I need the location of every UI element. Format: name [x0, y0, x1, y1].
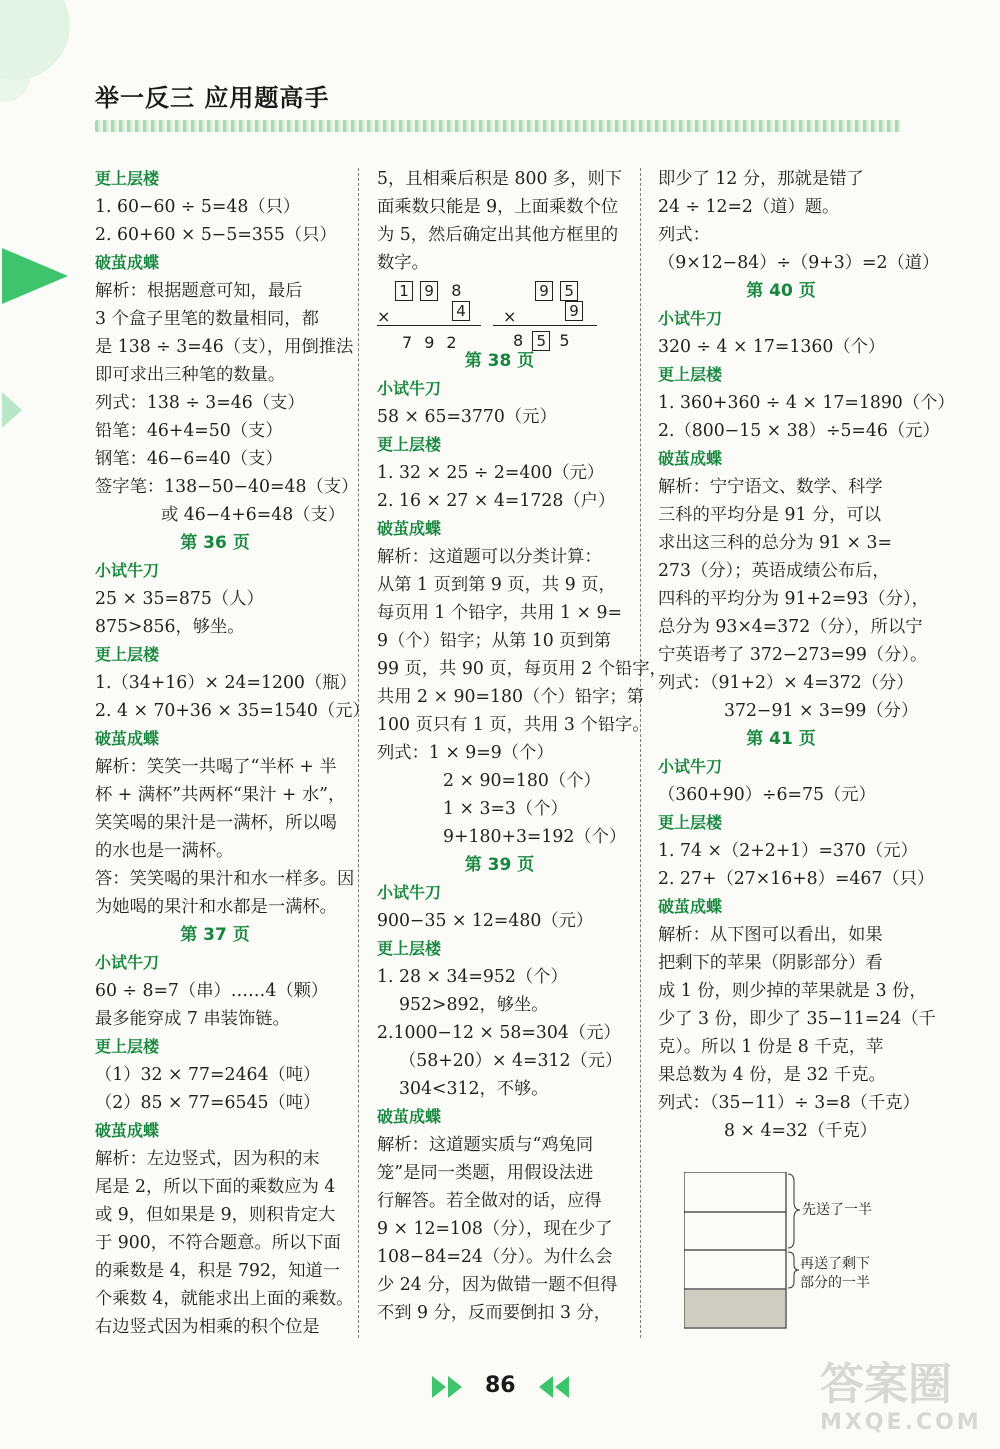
diagram-shaded-part	[685, 1290, 786, 1328]
answer-line: 3 个盒子里笔的数量相同，都	[95, 309, 319, 329]
answer-line: 25 × 35=875（人）	[95, 589, 264, 609]
page-heading: 第 36 页	[180, 533, 250, 553]
answer-line: 60 ÷ 8=7（串）……4（颗）	[95, 981, 329, 1001]
answer-line: 2.（800−15 × 38）÷5=46（元）	[658, 421, 940, 441]
section-heading: 小试牛刀	[377, 379, 442, 398]
calc-digit: 9	[424, 333, 447, 352]
answer-line: 列式：1 × 9=9（个）	[377, 743, 554, 763]
answer-line: 行解答。若全做对的话，应得	[377, 1191, 602, 1211]
column-1	[95, 165, 370, 1341]
answer-line: 或 9，但如果是 9，则积肯定大	[95, 1205, 336, 1225]
answer-line: 1. 60−60 ÷ 5=48（只）	[95, 197, 301, 217]
answer-line: （9×12−84）÷（9+3）=2（道）	[658, 253, 940, 273]
answer-line: 解析：根据题意可知，最后	[95, 281, 303, 301]
answer-line: 304<312，不够。	[399, 1079, 549, 1099]
answer-line: 的水也是一满杯。	[95, 841, 234, 861]
answer-line: 尾是 2，所以下面的乘数应为 4	[95, 1177, 336, 1197]
section-heading: 小试牛刀	[95, 953, 160, 972]
diagram-brace-top	[788, 1174, 800, 1248]
diagram-label-bottom-1: 再送了剩下	[800, 1256, 870, 1272]
answer-line: 1. 74 ×（2+2+1）=370（元）	[658, 841, 918, 861]
green-triangle-decoration	[2, 248, 68, 304]
section-heading: 更上层楼	[377, 939, 442, 958]
answer-line: （58+20）× 4=312（元）	[399, 1051, 623, 1071]
answer-line: 2.1000−12 × 58=304（元）	[377, 1023, 621, 1043]
answer-line: 列式：（91+2）× 4=372（分）	[658, 673, 914, 693]
section-heading: 破茧成蝶	[377, 519, 442, 538]
calc-box: 4	[452, 301, 470, 321]
answer-line: 铅笔：46+4=50（支）	[95, 421, 283, 441]
vertical-multiplication	[377, 277, 622, 352]
column-divider-2	[640, 168, 641, 1338]
header-band	[95, 120, 900, 132]
section-heading: 更上层楼	[658, 813, 723, 832]
watermark-url: MXQE.COM	[820, 1410, 982, 1435]
section-heading: 破茧成蝶	[377, 1107, 442, 1126]
section-heading: 破茧成蝶	[658, 449, 723, 468]
answer-line: 解析：笑笑一共喝了“半杯 + 半	[95, 757, 337, 777]
answer-line: 三科的平均分是 91 分，可以	[658, 505, 882, 525]
answer-line: 少了 3 份，即少了 35−11=24（千	[658, 1009, 936, 1029]
answer-line: 108−84=24（分）。为什么会	[377, 1247, 613, 1267]
answer-line: 不到 9 分，反而要倒扣 3 分，	[377, 1303, 612, 1323]
answer-line: 数字。	[377, 253, 429, 273]
answer-line: 1. 32 × 25 ÷ 2=400（元）	[377, 463, 605, 483]
answer-line: 求出这三科的总分为 91 × 3=	[658, 533, 892, 553]
answer-line: 2. 4 × 70+36 × 35=1540（元）	[95, 701, 370, 721]
answer-line: 9 × 12=108（分），现在少了	[377, 1219, 613, 1239]
answer-line: 900−35 × 12=480（元）	[377, 911, 594, 931]
watermark-text: 答案圈	[820, 1359, 952, 1410]
book-title: 举一反三 应用题高手	[95, 84, 330, 112]
answer-line: 或 46−4+6=48（支）	[161, 505, 346, 525]
answer-line: 为 5，然后确定出其他方框里的	[377, 225, 619, 245]
section-heading: 更上层楼	[95, 645, 160, 664]
page-number: 86	[485, 1373, 516, 1398]
answer-line: 列式：	[658, 225, 710, 245]
double-arrow-right-icon	[448, 1376, 462, 1398]
answer-line: 把剩下的苹果（阴影部分）看	[658, 953, 883, 973]
section-heading: 小试牛刀	[658, 309, 723, 328]
section-heading: 小试牛刀	[95, 561, 160, 580]
answer-line: 1.（34+16）× 24=1200（瓶）	[95, 673, 357, 693]
answer-line: 1. 360+360 ÷ 4 × 17=1890（个）	[658, 393, 955, 413]
answer-line: 99 页，共 90 页，每页用 2 个铅字，	[377, 659, 667, 679]
answer-line: 解析：宁宁语文、数学、科学	[658, 477, 883, 497]
answer-line: 宁英语考了 372−273=99（分）。	[658, 645, 928, 665]
answer-line: 是 138 ÷ 3=46（支），用倒推法	[95, 337, 354, 357]
answer-line: 总分为 93×4=372（分），所以宁	[658, 617, 923, 637]
answer-line: 2. 27+（27×16+8）=467（只）	[658, 869, 935, 889]
calc-box: 5	[560, 281, 578, 301]
answer-line: 右边竖式因为相乘的积个位是	[95, 1317, 320, 1337]
answer-line: 875>856，够坐。	[95, 617, 245, 637]
column-divider-1	[358, 168, 359, 1338]
answer-line: 解析：左边竖式，因为积的末	[95, 1149, 320, 1169]
answer-line: 100 页只有 1 页，共用 3 个铅字。	[377, 715, 650, 735]
answer-line: 372−91 × 3=99（分）	[724, 701, 919, 721]
calc-box: 9	[535, 281, 553, 301]
answer-line: 共用 2 × 90=180（个）铅字；第	[377, 687, 644, 707]
answer-line: 24 ÷ 12=2（道）题。	[658, 197, 840, 217]
answer-line: 解析：这道题可以分类计算：	[377, 547, 602, 567]
answer-line: 解析：从下图可以看出，如果	[658, 925, 883, 945]
answer-line: 列式：138 ÷ 3=46（支）	[95, 393, 305, 413]
answer-line: 克）。所以 1 份是 8 千克，苹	[658, 1037, 884, 1057]
column-2-answers	[377, 347, 667, 1327]
calc-box: 9	[565, 301, 583, 321]
light-triangle-decoration	[2, 392, 22, 428]
column-2-intro	[377, 165, 622, 277]
answer-line: （2）85 × 77=6545（吨）	[95, 1093, 321, 1113]
answer-line: 于 900，不符合题意。所以下面	[95, 1233, 341, 1253]
answer-line: 最多能穿成 7 串装饰链。	[95, 1009, 290, 1029]
calc-left-result	[402, 329, 469, 357]
answer-line: 列式：（35−11）÷ 3=8（千克）	[658, 1093, 920, 1113]
answer-line: 58 × 65=3770（元）	[377, 407, 557, 427]
section-heading: 更上层楼	[95, 1037, 160, 1056]
answer-line: （1）32 × 77=2464（吨）	[95, 1065, 321, 1085]
answer-line: 9+180+3=192（个）	[443, 827, 627, 847]
answer-line: 从第 1 页到第 9 页，共 9 页，	[377, 575, 616, 595]
answer-line: 答：笑笑喝的果汁和水一样多。因	[95, 869, 355, 889]
answer-line: 的乘数是 4，积是 792，知道一	[95, 1261, 341, 1281]
answer-line: 5，且相乘后积是 800 多，则下	[377, 169, 623, 189]
diagram-label-bottom-2: 部分的一半	[800, 1275, 870, 1291]
page-heading: 第 37 页	[180, 925, 250, 945]
diagram-brace-bottom	[788, 1252, 799, 1288]
answer-line: 钢笔：46−6=40（支）	[95, 449, 283, 469]
column-3	[658, 165, 955, 1145]
answer-line: 笑笑喝的果汁是一满杯，所以喝	[95, 813, 337, 833]
double-arrow-left-icon	[555, 1376, 569, 1398]
calc-right-op: ×	[503, 307, 517, 326]
calc-digit: 2	[446, 333, 469, 352]
calc-right-rule	[493, 325, 597, 326]
calc-box: 5	[532, 331, 550, 351]
answer-line: 笼”是同一类题，用假设法进	[377, 1163, 594, 1183]
answer-line: 个乘数 4，就能求出上面的乘数。	[95, 1289, 354, 1309]
answer-line: 签字笔：138−50−40=48（支）	[95, 477, 359, 497]
section-heading: 小试牛刀	[377, 883, 442, 902]
calc-left-rule	[377, 325, 481, 326]
answer-line: 2. 60+60 × 5−5=355（只）	[95, 225, 337, 245]
answer-line: 320 ÷ 4 × 17=1360（个）	[658, 337, 886, 357]
answer-line: （360+90）÷6=75（元）	[658, 785, 876, 805]
calc-left-op: ×	[377, 307, 391, 326]
answer-line: 即少了 12 分，那就是错了	[658, 169, 864, 189]
calc-digit: 7	[402, 333, 425, 352]
calc-box: 1	[395, 281, 413, 301]
answer-line: 少 24 分，因为做错一题不但得	[377, 1275, 618, 1295]
calc-digit: 5	[559, 331, 570, 350]
section-heading: 更上层楼	[658, 365, 723, 384]
section-heading: 破茧成蝶	[658, 897, 723, 916]
apple-diagram	[684, 1172, 914, 1332]
answer-line: 成 1 份，则少掉的苹果就是 3 份，	[658, 981, 927, 1001]
watermark-logo	[820, 1360, 996, 1446]
section-heading: 更上层楼	[95, 169, 160, 188]
answer-line: 果总数为 4 份，是 32 千克。	[658, 1065, 886, 1085]
answer-line: 即可求出三种笔的数量。	[95, 365, 286, 385]
answer-line: 1. 28 × 34=952（个）	[377, 967, 568, 987]
answer-line: 每页用 1 个铅字，共用 1 × 9=	[377, 603, 622, 623]
section-heading: 破茧成蝶	[95, 1121, 160, 1140]
answer-line: 9（个）铅字；从第 10 页到第	[377, 631, 612, 651]
double-arrow-right-icon	[432, 1376, 446, 1398]
page-heading: 第 39 页	[464, 855, 535, 875]
page-heading: 第 38 页	[464, 351, 535, 371]
answer-line: 8 × 4=32（千克）	[724, 1121, 878, 1141]
double-arrow-left-icon	[539, 1376, 553, 1398]
answer-line: 2. 16 × 27 × 4=1728（户）	[377, 491, 616, 511]
answer-line: 面乘数只能是 9，上面乘数个位	[377, 197, 619, 217]
answer-line: 273（分）；英语成绩公布后，	[658, 561, 890, 581]
answer-line: 四科的平均分为 91+2=93（分），	[658, 589, 929, 609]
answer-line: 解析：这道题实质与“鸡兔同	[377, 1135, 594, 1155]
answer-line: 1 × 3=3（个）	[443, 799, 568, 819]
answer-line: 为她喝的果汁和水都是一满杯。	[95, 897, 337, 917]
diagram-label-top: 先送了一半	[802, 1202, 872, 1218]
calc-digit: 8	[451, 281, 462, 300]
page-heading: 第 41 页	[746, 729, 816, 749]
calc-right-result	[513, 327, 570, 355]
calc-box: 9	[420, 281, 438, 301]
column-2	[377, 165, 667, 1327]
section-heading: 破茧成蝶	[95, 729, 160, 748]
answer-line: 952>892，够坐。	[399, 995, 549, 1015]
calc-digit: 8	[513, 331, 524, 350]
section-heading: 破茧成蝶	[95, 253, 160, 272]
answer-line: 2 × 90=180（个）	[443, 771, 601, 791]
answer-line: 杯 + 满杯”共两杯“果汁 + 水”，	[95, 785, 346, 805]
section-heading: 更上层楼	[377, 435, 442, 454]
page-heading: 第 40 页	[746, 281, 816, 301]
section-heading: 小试牛刀	[658, 757, 723, 776]
